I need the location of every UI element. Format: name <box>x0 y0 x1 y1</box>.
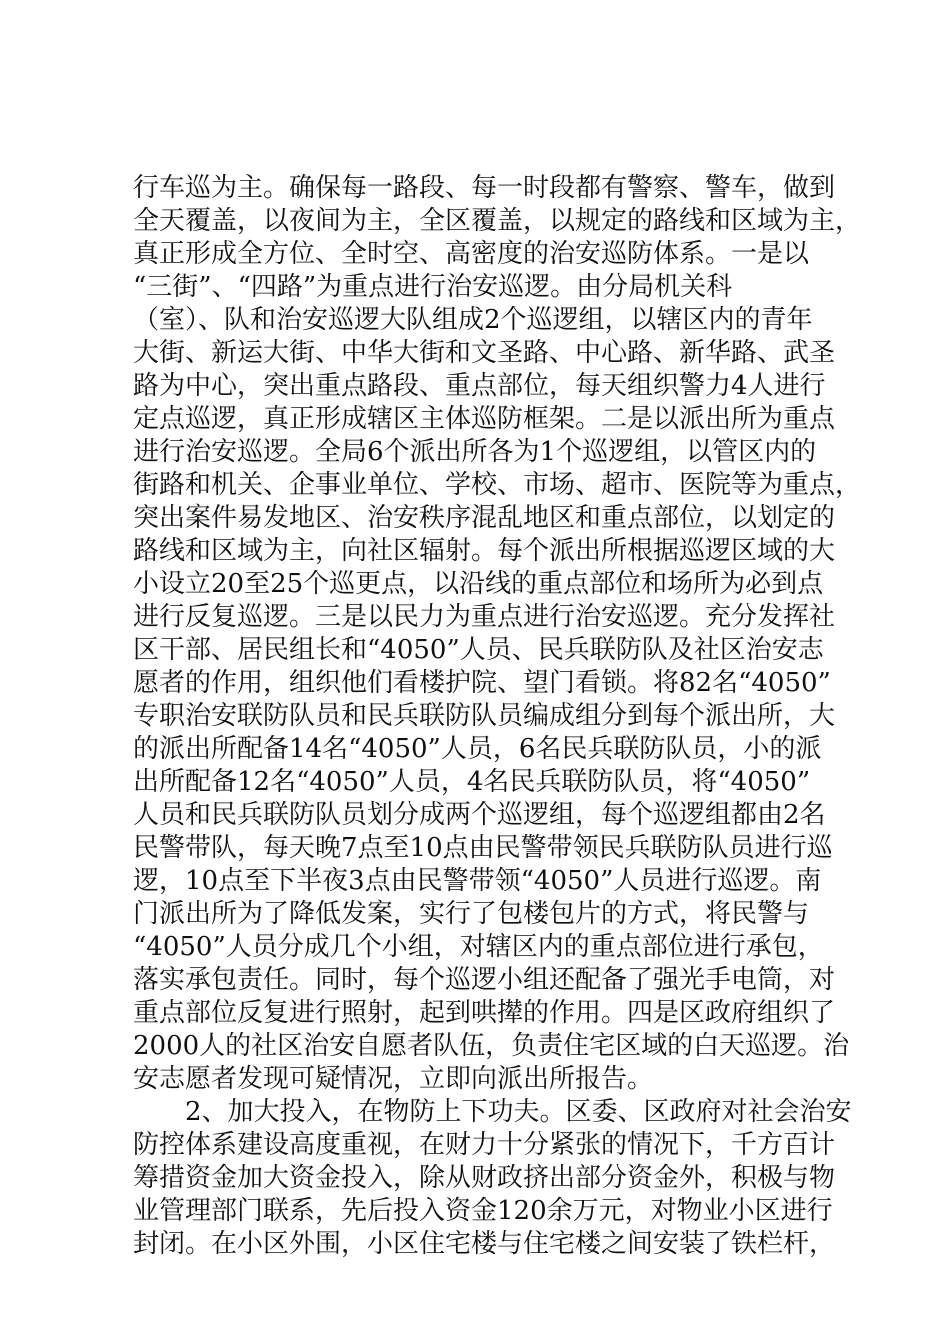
text-line: 的派出所配备14名“4050”人员，6名民兵联防队员，小的派 <box>133 734 822 764</box>
text-line: （室）、队和治安巡逻大队组成2个巡逻组，以辖区内的青年 <box>133 305 813 335</box>
text-line: 愿者的作用，组织他们看楼护院、望门看锁。将82名“4050” <box>133 668 831 698</box>
text-line: 筹措资金加大资金投入，除从财政挤出部分资金外，积极与物 <box>133 1163 836 1193</box>
text-line: 突出案件易发地区、治安秩序混乱地区和重点部位，以划定的 <box>133 503 836 533</box>
text-line: 定点巡逻，真正形成辖区主体巡防框架。二是以派出所为重点 <box>133 404 836 434</box>
text-line: 门派出所为了降低发案，实行了包楼包片的方式，将民警与 <box>133 899 810 929</box>
text-line: 出所配备12名“4050”人员，4名民兵联防队员，将“4050” <box>133 767 811 797</box>
text-line: 重点部位反复进行照射，起到哄撵的作用。四是区政府组织了 <box>133 998 836 1028</box>
text-line: 大街、新运大街、中华大街和文圣路、中心路、新华路、武圣 <box>133 338 836 368</box>
text-line: 进行反复巡逻。三是以民力为重点进行治安巡逻。充分发挥社 <box>133 602 836 632</box>
text-line: 逻，10点至下半夜3点由民警带领“4050”人员进行巡逻。南 <box>133 866 822 896</box>
text-line: “三街”、“四路”为重点进行治安巡逻。由分局机关科 <box>133 272 733 302</box>
text-line: “4050”人员分成几个小组，对辖区内的重点部位进行承包， <box>133 932 824 962</box>
body-text <box>133 172 862 1261</box>
text-line: 进行治安巡逻。全局6个派出所各为1个巡逻组，以管区内的 <box>133 437 817 467</box>
text-line: 区干部、居民组长和“4050”人员、民兵联防队及社区治安志 <box>133 635 824 665</box>
text-line: 封闭。在小区外围，小区住宅楼与住宅楼之间安装了铁栏杆， <box>133 1229 836 1259</box>
text-line: 2、加大投入，在物防上下功夫。区委、区政府对社会治安 <box>185 1097 852 1127</box>
text-line: 小设立20至25个巡更点，以沿线的重点部位和场所为必到点 <box>133 569 824 599</box>
paragraph-2 <box>133 1096 852 1261</box>
text-line: 街路和机关、企事业单位、学校、市场、超市、医院等为重点， <box>133 470 862 500</box>
text-line: 路为中心，突出重点路段、重点部位，每天组织警力4人进行 <box>133 371 826 401</box>
text-line: 行车巡为主。确保每一路段、每一时段都有警察、警车，做到 <box>133 173 836 203</box>
text-line: 防控体系建设高度重视，在财力十分紧张的情况下，千方百计 <box>133 1130 836 1160</box>
text-line: 全天覆盖，以夜间为主，全区覆盖，以规定的路线和区域为主， <box>133 206 862 236</box>
text-line: 专职治安联防队员和民兵联防队员编成组分到每个派出所，大 <box>133 701 836 731</box>
text-line: 路线和区域为主，向社区辐射。每个派出所根据巡逻区域的大 <box>133 536 836 566</box>
text-line: 业管理部门联系，先后投入资金120余万元，对物业小区进行 <box>133 1196 833 1226</box>
text-line: 2000人的社区治安自愿者队伍，负责住宅区域的白天巡逻。治 <box>133 1031 850 1061</box>
text-line: 落实承包责任。同时，每个巡逻小组还配备了强光手电筒，对 <box>133 965 836 995</box>
text-line: 真正形成全方位、全时空、高密度的治安巡防体系。一是以 <box>133 239 810 269</box>
text-line: 人员和民兵联防队员划分成两个巡逻组，每个巡逻组都由2名 <box>133 800 826 830</box>
text-line: 民警带队，每天晚7点至10点由民警带领民兵联防队员进行巡 <box>133 833 833 863</box>
text-line: 安志愿者发现可疑情况，立即向派出所报告。 <box>133 1064 654 1094</box>
paragraph-1 <box>133 172 862 1096</box>
